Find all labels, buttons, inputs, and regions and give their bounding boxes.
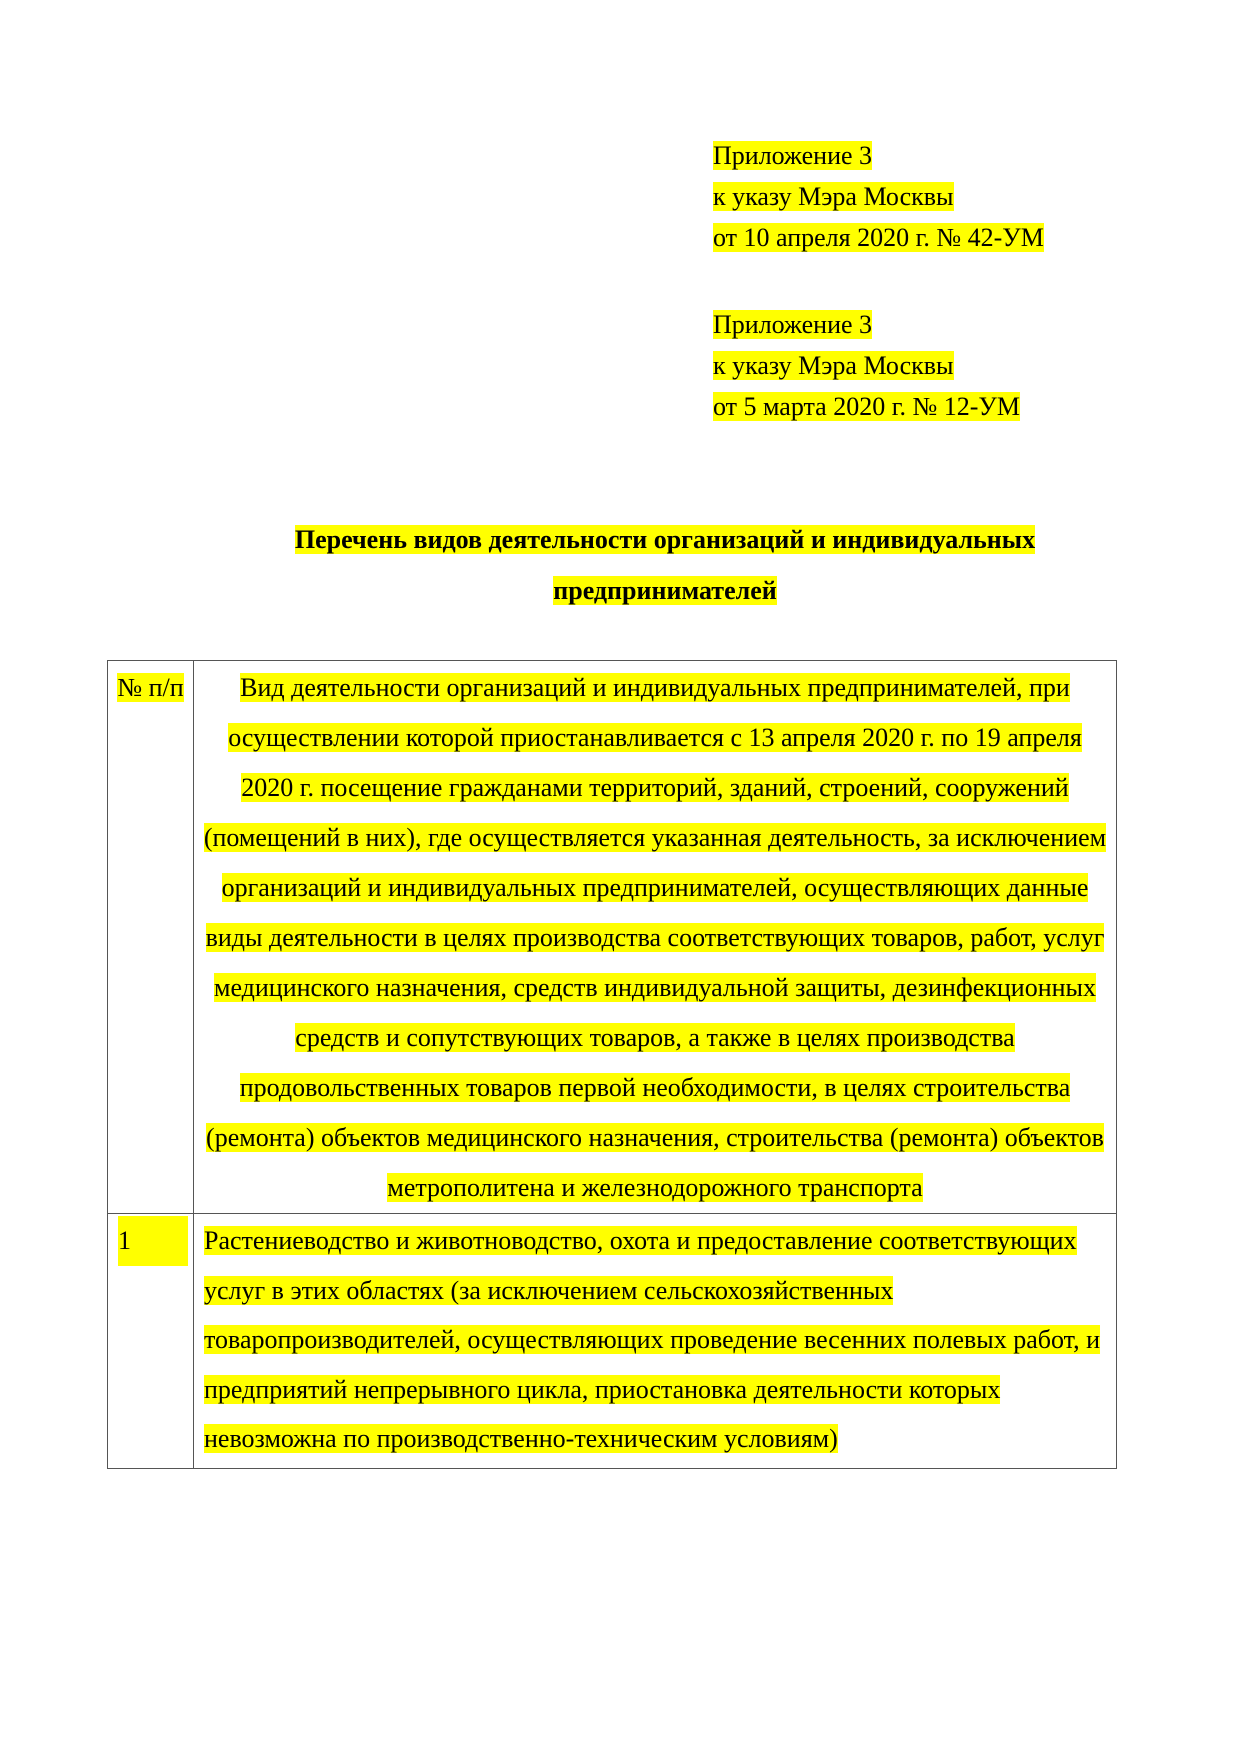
annex-current-line-1: Приложение 3 (713, 141, 873, 170)
annex-original-line-3: от 5 марта 2020 г. № 12-УМ (713, 392, 1020, 421)
activities-table (107, 660, 1117, 1469)
annex-original-line-2: к указу Мэра Москвы (713, 351, 954, 380)
header-number: № п/п (117, 673, 184, 702)
header-description: Вид деятельности организаций и индивидуальных предпринимателей, при осуществлении которой приостанавливается с 13 апреля 2020 г. по 19 апреля 2020 г. посещение гражданами территорий, зданий, строений, сооружений (помещений в них), где осуществляется указанная деятельность, за исключением организаций и индивидуальных предпринимателей, осуществляющих данные виды деятельности в целях производства соответствующих товаров, работ, услуг медицинского назначения, средств индивидуальной защиты, дезинфекционных средств и сопутствующих товаров, а также в целях производства продовольственных товаров первой необходимости, в целях строительства (ремонта) объектов медицинского назначения, строительства (ремонта) объектов метрополитена и железнодорожного транспорта (203, 673, 1107, 1202)
document-title-block (200, 514, 1130, 616)
document-title: Перечень видов деятельности организаций и индивидуальных предпринимателей (294, 525, 1036, 605)
annex-current-line-3: от 10 апреля 2020 г. № 42-УМ (713, 223, 1044, 252)
header-description-cell (194, 661, 1117, 1214)
row-description-cell (194, 1214, 1117, 1469)
header-number-cell (108, 661, 194, 1214)
row-description: Растениеводство и животноводство, охота и предоставление соответствующих услуг в этих областях (за исключением сельскохозяйственных товаропроизводителей, осуществляющих проведение весенних полевых работ, и предприятий непрерывного цикла, приостановка деятельности которых невозможна по производственно-техническим условиям) (204, 1226, 1100, 1453)
annex-block-current (713, 135, 1044, 258)
annex-block-original (713, 304, 1020, 427)
annex-original-line-1: Приложение 3 (713, 310, 873, 339)
table-header-row (108, 661, 1117, 1214)
row-number: 1 (118, 1216, 188, 1266)
table-row (108, 1214, 1117, 1469)
annex-current-line-2: к указу Мэра Москвы (713, 182, 954, 211)
row-number-cell (108, 1214, 194, 1469)
